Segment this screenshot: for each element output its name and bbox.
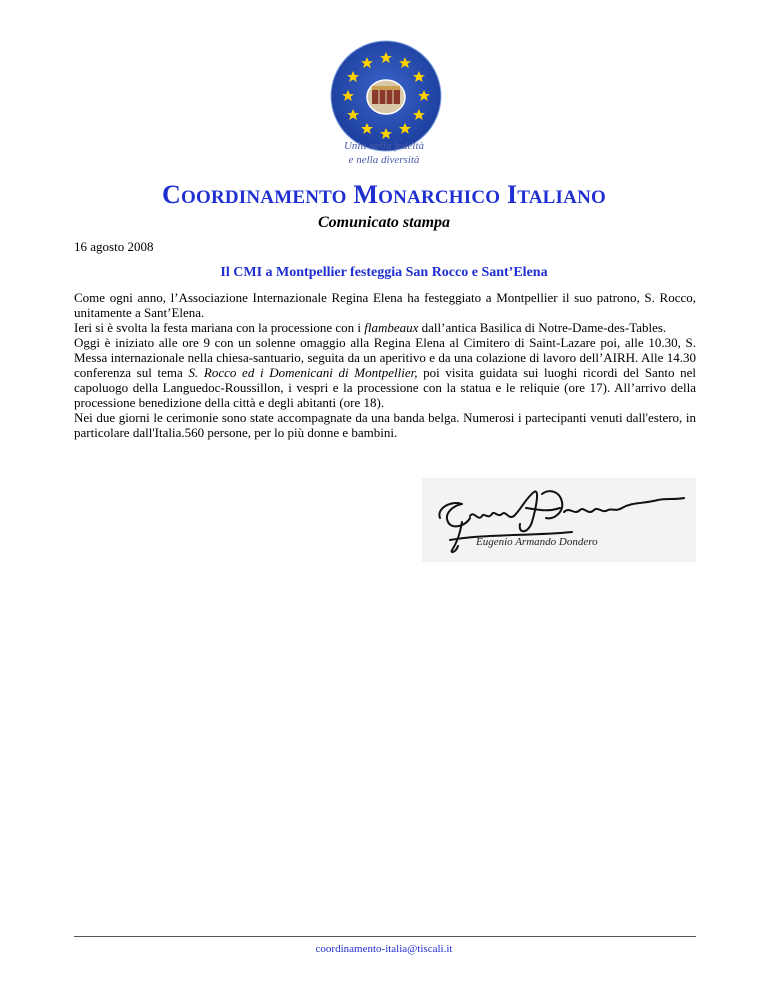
footer-email: coordinamento-italia@tiscali.it [315,943,453,955]
paragraph-3 [74,335,696,410]
title-rest-2: ONARCHICO [378,187,501,208]
paragraph-3-text-b: poi visita guidata sui luoghi ricordi del Santo nel capoluogo della Languedoc-Roussillon, i vespri e la processione con la statua e le reliquie (ore 17). All’arrivo della processione benedizione della città e degli abitanti (ore 18). [74,365,696,410]
paragraph-3-emphasis: S. Rocco ed i Domenicani di Montpellier, [188,365,418,380]
organization-title [0,180,768,210]
motto-line-2: e nella diversità [348,154,420,166]
signature-name: Eugenio Armando Dondero [476,536,598,548]
paragraph-4: Nei due giorni le cerimonie sono state accompagnate da una banda belga. Numerosi i partecipanti venuti dall'estero, in particolare dall'Italia.560 persone, per lo più donne e bambini. [74,410,696,440]
title-rest-3: TALIANO [517,187,606,208]
press-release-date: 16 agosto 2008 [74,239,154,254]
paragraph-2 [74,320,696,335]
title-rest-1: OORDINAMENTO [180,187,347,208]
paragraph-2-emphasis: flambeaux [364,320,419,335]
headline: Il CMI a Montpellier festeggia San Rocco e Sant’Elena [220,265,548,280]
paragraph-3-text-a: Oggi è iniziato alle ore 9 con un solenne omaggio alla Regina Elena al Cimitero di Saint-Lazare poi, alle 10.30, S. Messa internazionale nella chiesa-santuario, seguita da un aperitivo e da una colazione di lavoro dell’AIRH. Alle 14.30 conferenza sul tema [74,335,696,380]
article-body [74,290,696,440]
title-initial-2: M [353,180,379,209]
motto-line-1: Uniti nella fedeltà [343,140,425,152]
paragraph-1: Come ogni anno, l’Associazione Internazionale Regina Elena ha festeggiato a Montpellier il suo patrono, S. Rocco, unitamente a Sant’Elena. [74,290,696,320]
title-initial-1: C [162,180,181,209]
subtitle: Comunicato stampa [317,214,451,231]
title-initial-3: I [506,180,518,209]
paragraph-2-text-a: Ieri si è svolta la festa mariana con la processione con i [74,320,365,335]
eu-stars-crest-icon [330,40,442,152]
signature-image [422,478,696,562]
paragraph-2-text-b: dall’antica Basilica di Notre-Dame-des-Tables. [418,320,667,335]
footer-divider [74,936,696,937]
